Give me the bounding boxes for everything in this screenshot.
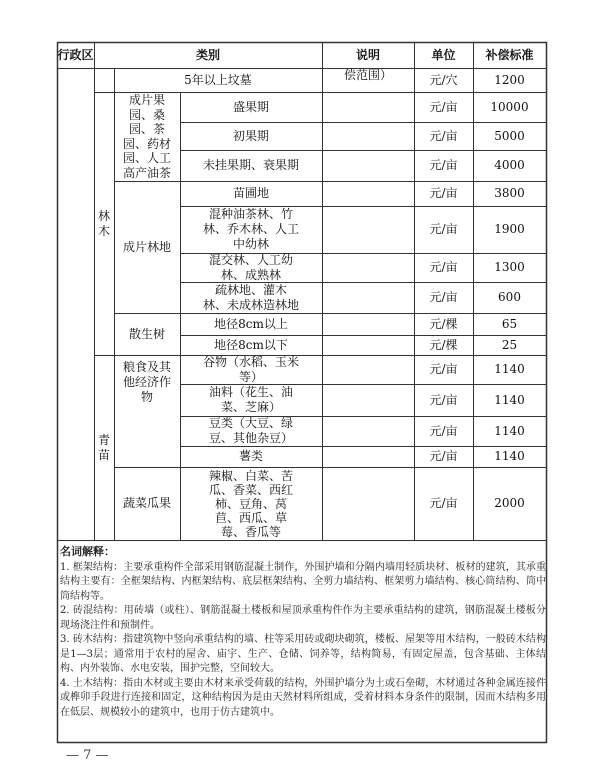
orchard-early-value: 5000 (494, 128, 525, 143)
nursery-label: 苗圃地 (232, 186, 269, 200)
veg-item-label: 辣椒、白菜、苦 瓜、香菜、西红 柿、豆角、莴 苣、西瓜、草 莓、香瓜等 (208, 468, 293, 539)
orchard-peak-unit: 元/亩 (429, 99, 458, 114)
orchard-early-unit: 元/亩 (429, 128, 458, 143)
oil-value: 1140 (494, 392, 525, 407)
orchard-none-unit: 元/亩 (429, 158, 458, 172)
crops-group-label: 青 苗 (97, 432, 110, 462)
page-number: — 7 — (66, 748, 109, 763)
bean-unit: 元/亩 (429, 423, 458, 438)
bean-value: 1140 (494, 423, 525, 438)
orchard-none-value: 4000 (494, 158, 525, 172)
woodland-category: 成片林地 (122, 239, 171, 254)
bean-label: 豆类（大豆、绿 豆、其他杂豆） (208, 416, 293, 445)
cereal-unit: 元/亩 (429, 362, 458, 376)
grave-value: 1200 (494, 72, 525, 87)
mixed-oil-label: 混种油茶林、竹 林、乔木林、人工 中幼林 (202, 207, 299, 251)
grave-label: 5年以上坟墓 (184, 72, 252, 87)
orchard-category: 成片果 园、桑 园、茶 园、药材 园、人工 高产油茶 (122, 93, 171, 180)
tree-big-unit: 元/棵 (429, 316, 458, 331)
tree-big-value: 65 (501, 316, 518, 331)
veg-item-value: 2000 (494, 496, 525, 510)
nursery-unit: 元/亩 (429, 186, 458, 200)
glossary-notes (60, 545, 546, 720)
veg-category: 蔬菜瓜果 (122, 496, 171, 510)
oil-label: 油料（花生、油 菜、芝麻） (208, 385, 293, 414)
mixed-oil-value: 1900 (494, 222, 525, 236)
header-unit: 单位 (431, 48, 456, 62)
mixed-young-value: 1300 (494, 260, 525, 274)
grave-unit: 元/穴 (429, 72, 458, 87)
mixed-young-label: 混交林、人工幼 林、成熟林 (208, 252, 293, 282)
tree-big-label: 地径8cm以上 (214, 316, 288, 331)
header-standard: 补偿标准 (485, 48, 534, 62)
scattered-category: 散生树 (128, 326, 165, 341)
forest-group-label: 林 木 (97, 208, 110, 238)
mixed-oil-unit: 元/亩 (429, 222, 458, 236)
nursery-value: 3800 (494, 186, 525, 200)
tree-small-value: 25 (501, 337, 518, 352)
glossary-item: 1. 框架结构：主要承重构件全部采用钢筋混凝土制作，外围护墙和分隔内墙用轻质块材、板材的建筑，其承重结构主要有：全框架结构、内框架结构、底层框架结构、全剪力墙结构、框架剪力墙结构、核心筒结构、筒中筒结构等。 (60, 561, 546, 602)
glossary-item: 4. 土木结构：指由木材或主要由木材来承受荷载的结构，外围护墙分为土或石垒砌，木材通过各种金属连接件或榫卯手段进行连接和固定，这种结构因为是由天然材料所组成，受着材料本身条件的限制，因而木结构多用在低层、规模较小的建筑中，也用于仿古建筑中。 (60, 677, 546, 718)
tuber-label: 薯类 (238, 449, 263, 463)
oil-unit: 元/亩 (429, 392, 458, 407)
grave-desc: 偿范围） (343, 68, 392, 82)
orchard-peak-label: 盛果期 (232, 99, 269, 114)
tuber-value: 1140 (494, 449, 525, 463)
glossary-item: 3. 砖木结构：指建筑物中竖向承重结构的墙、柱等采用砖或砌块砌筑，楼板、屋架等用木结构，一般砖木结构是1—3层；通常用于农村的屋舍、庙宇、生产、仓储、饲养等，结构简易，有固定屋盖，包含基础、主体结构、内外装饰、水电安装，围护完整，空间较大。 (60, 634, 546, 674)
tuber-unit: 元/亩 (429, 449, 458, 463)
cereal-value: 1140 (494, 362, 525, 376)
tree-small-unit: 元/棵 (429, 337, 458, 352)
sparse-value: 600 (498, 290, 521, 304)
grain-category: 粮食及其 他经济作 物 (122, 360, 171, 404)
header-description: 说明 (355, 48, 380, 62)
orchard-none-label: 未挂果期、衰果期 (202, 158, 299, 172)
cereal-label: 谷物（水稻、玉米 等） (202, 354, 299, 384)
glossary-item: 2. 砖混结构：用砖墙（或柱）、钢筋混凝土楼板和屋顶承重构件作为主要承重结构的建筑，钢筋混凝土楼板分现场浇注件和预制件。 (60, 605, 546, 631)
veg-item-unit: 元/亩 (429, 496, 458, 510)
header-category: 类别 (195, 48, 220, 62)
tree-small-label: 地径8cm以下 (214, 337, 288, 352)
sparse-unit: 元/亩 (429, 290, 458, 304)
orchard-peak-value: 10000 (490, 99, 529, 114)
header-region: 行政区 (57, 48, 94, 62)
mixed-young-unit: 元/亩 (429, 260, 458, 274)
glossary-title: 名词解释： (60, 545, 115, 558)
sparse-label: 疏林地、灌木 林、未成林造林地 (202, 282, 299, 312)
orchard-early-label: 初果期 (232, 128, 269, 143)
